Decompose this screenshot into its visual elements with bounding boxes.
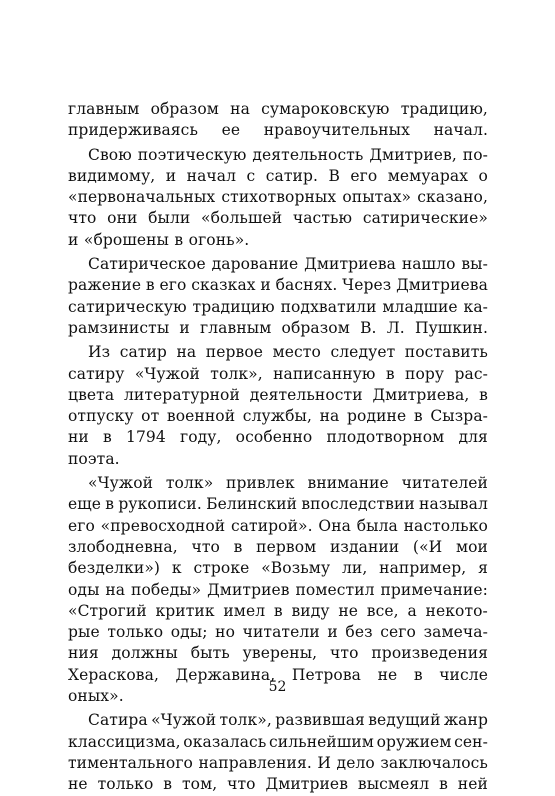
word: его bbox=[159, 276, 187, 295]
word: ее bbox=[221, 121, 241, 140]
word: году, bbox=[179, 428, 222, 447]
word: толк», bbox=[210, 364, 263, 383]
word: «первоначальных bbox=[68, 188, 216, 207]
word: подхватили bbox=[280, 297, 377, 316]
text-line bbox=[68, 120, 488, 141]
word: оружием bbox=[376, 732, 452, 751]
word: 1794 bbox=[125, 428, 166, 447]
word: отпуску bbox=[68, 407, 134, 426]
paragraph-p2 bbox=[68, 145, 488, 251]
word: поэтическую bbox=[137, 145, 247, 164]
text-line bbox=[68, 643, 488, 664]
word: Дмитриева bbox=[396, 276, 488, 295]
word: жанр bbox=[443, 711, 488, 730]
word: в bbox=[439, 775, 448, 794]
word: вы- bbox=[461, 255, 488, 274]
word: Через bbox=[342, 276, 392, 295]
word: место bbox=[272, 343, 321, 362]
word: ни bbox=[68, 428, 89, 447]
word: поставить bbox=[404, 343, 488, 362]
word: «большей bbox=[201, 209, 283, 228]
word: в bbox=[174, 230, 184, 249]
text-line bbox=[68, 449, 488, 470]
word: Дмитриева, bbox=[372, 385, 470, 404]
word: младшие bbox=[382, 297, 458, 316]
word: поэта. bbox=[68, 449, 120, 468]
text-line bbox=[68, 254, 488, 275]
word: с bbox=[246, 166, 256, 185]
word: не bbox=[377, 665, 398, 684]
word: Свою bbox=[88, 145, 132, 164]
word: на bbox=[319, 407, 340, 426]
word: но bbox=[215, 623, 236, 642]
word: ведущий bbox=[368, 711, 441, 730]
text-line bbox=[68, 99, 488, 120]
paragraph-p6 bbox=[68, 710, 488, 795]
word: том, bbox=[181, 775, 218, 794]
word: привлек bbox=[226, 474, 295, 493]
word: была bbox=[356, 516, 398, 535]
paragraph-p1 bbox=[68, 99, 488, 142]
text-line bbox=[68, 230, 488, 251]
word: «Чужой bbox=[88, 474, 154, 493]
word: сатирой». bbox=[230, 516, 313, 535]
text-line bbox=[68, 601, 488, 622]
word: в bbox=[103, 428, 112, 447]
word: сумароковскую bbox=[261, 100, 390, 118]
text-line bbox=[68, 427, 488, 448]
word: что bbox=[191, 537, 220, 556]
word: литературной bbox=[123, 385, 240, 404]
word: придерживаясь bbox=[68, 121, 198, 140]
word: от bbox=[141, 407, 160, 426]
word: и bbox=[327, 623, 338, 642]
word: Дмитриев, bbox=[369, 145, 457, 164]
word: и bbox=[165, 166, 177, 185]
word: и bbox=[68, 230, 79, 249]
text-line bbox=[68, 364, 488, 385]
word: Сызра- bbox=[430, 407, 488, 426]
word: ли, bbox=[341, 559, 368, 578]
word: главным bbox=[68, 100, 140, 118]
word: были bbox=[148, 209, 191, 228]
word: в bbox=[413, 407, 423, 426]
word: начал bbox=[186, 166, 237, 185]
word: поместил bbox=[295, 580, 375, 599]
word: тиментального bbox=[68, 753, 193, 772]
word: деятельности bbox=[249, 385, 363, 404]
word: имел bbox=[223, 601, 266, 620]
word: рамзинисты bbox=[68, 318, 170, 337]
word: для bbox=[458, 428, 488, 447]
word: рукописи. bbox=[118, 495, 202, 514]
word: примечание: bbox=[380, 580, 488, 599]
text-line bbox=[68, 275, 488, 296]
word: на bbox=[105, 580, 126, 599]
word: баснях. bbox=[275, 276, 338, 295]
word: пору bbox=[405, 364, 445, 383]
word: в bbox=[163, 775, 173, 794]
paragraph-p5 bbox=[68, 473, 488, 707]
word: в bbox=[385, 364, 395, 383]
word: сатирическую bbox=[68, 297, 187, 316]
word: настолько bbox=[403, 516, 488, 535]
page-number: 52 bbox=[268, 679, 287, 695]
word: впоследствии bbox=[301, 495, 415, 514]
word: сатир. bbox=[265, 166, 318, 185]
word: только bbox=[107, 623, 164, 642]
word: не bbox=[68, 775, 88, 794]
word: а bbox=[407, 601, 417, 620]
text-line bbox=[68, 732, 488, 753]
word: читателей bbox=[401, 474, 488, 493]
word: Она bbox=[318, 516, 351, 535]
word: замеча- bbox=[423, 623, 488, 642]
word: в bbox=[479, 385, 488, 404]
word: сатиру bbox=[68, 364, 125, 383]
word: «Строгий bbox=[68, 601, 147, 620]
word: деятельность bbox=[252, 145, 364, 164]
word: В bbox=[328, 166, 340, 185]
word: безделки») bbox=[68, 559, 161, 578]
word: должны bbox=[111, 644, 178, 663]
word: развившая bbox=[275, 711, 365, 730]
word: главным bbox=[200, 318, 272, 337]
word: в bbox=[145, 276, 155, 295]
word: критик bbox=[155, 601, 215, 620]
word: службы, bbox=[242, 407, 312, 426]
word: победы» bbox=[131, 580, 202, 599]
text-line bbox=[68, 494, 488, 515]
word: заключалось bbox=[380, 753, 488, 772]
text-line bbox=[68, 145, 488, 166]
text-line bbox=[68, 774, 488, 795]
text-line bbox=[68, 558, 488, 579]
word: Л. bbox=[386, 318, 405, 337]
word: рые bbox=[68, 623, 100, 642]
word: его bbox=[68, 516, 95, 535]
paragraph-p3 bbox=[68, 254, 488, 339]
word: что bbox=[227, 775, 256, 794]
text-line bbox=[68, 516, 488, 537]
text-line bbox=[68, 473, 488, 494]
word: называл bbox=[419, 495, 488, 514]
word: Из bbox=[88, 343, 111, 362]
word: дарование bbox=[211, 255, 299, 274]
word: рас- bbox=[454, 364, 488, 383]
word: ния bbox=[68, 644, 99, 663]
word: «Чужой bbox=[151, 711, 217, 730]
word: Пушкин. bbox=[414, 318, 488, 337]
word: первое bbox=[205, 343, 264, 362]
word: к bbox=[171, 559, 182, 578]
word: «Возьму bbox=[261, 559, 331, 578]
word: классицизма, bbox=[68, 732, 181, 751]
word: нашло bbox=[401, 255, 456, 274]
word: мемуарах bbox=[387, 166, 469, 185]
word: толк» bbox=[165, 474, 214, 493]
word: оды; bbox=[170, 623, 208, 642]
text-line bbox=[68, 208, 488, 229]
word: цвета bbox=[68, 385, 115, 404]
word: сен- bbox=[454, 732, 488, 751]
word: «Чужой bbox=[134, 364, 200, 383]
word: в bbox=[413, 665, 423, 684]
text-line bbox=[68, 318, 488, 339]
word: Хераскова, bbox=[68, 665, 159, 684]
text-line bbox=[68, 342, 488, 363]
word: военной bbox=[166, 407, 236, 426]
word: еще bbox=[68, 495, 102, 514]
text-line bbox=[68, 710, 488, 731]
text-line bbox=[68, 406, 488, 427]
word: следует bbox=[330, 343, 396, 362]
word: традицию, bbox=[400, 100, 488, 118]
word: по- bbox=[462, 145, 488, 164]
word: и bbox=[179, 318, 190, 337]
word: сатирические» bbox=[362, 209, 488, 228]
text-line bbox=[68, 580, 488, 601]
word: только bbox=[97, 775, 154, 794]
word: особенно bbox=[235, 428, 313, 447]
word: они bbox=[107, 209, 138, 228]
word: ражение bbox=[68, 276, 142, 295]
word: виду bbox=[291, 601, 330, 620]
word: о bbox=[478, 166, 488, 185]
word: образом bbox=[281, 318, 350, 337]
word: сего bbox=[380, 623, 416, 642]
word: оных». bbox=[68, 687, 124, 706]
word: Дмитриев bbox=[265, 775, 349, 794]
word: сильнейшим bbox=[269, 732, 374, 751]
text-line bbox=[68, 187, 488, 208]
word: опытах» bbox=[342, 188, 412, 207]
word: Дмитриева bbox=[304, 255, 397, 274]
word: нравоучительных bbox=[263, 121, 410, 140]
word: я bbox=[478, 559, 488, 578]
word: родине bbox=[347, 407, 407, 426]
word: в bbox=[105, 495, 115, 514]
text-line bbox=[68, 622, 488, 643]
word: в bbox=[233, 537, 243, 556]
word: на bbox=[230, 100, 250, 118]
text-line bbox=[68, 297, 488, 318]
word: плодотворном bbox=[326, 428, 445, 447]
word: Сатирическое bbox=[88, 255, 206, 274]
word: традицию bbox=[192, 297, 275, 316]
word: его bbox=[350, 166, 378, 185]
word: И bbox=[317, 753, 332, 772]
word: что bbox=[68, 209, 97, 228]
word: дело bbox=[336, 753, 375, 772]
word: «брошены bbox=[83, 230, 169, 249]
word: («И bbox=[412, 537, 443, 556]
word: читатели bbox=[242, 623, 320, 642]
word: Петрова bbox=[291, 665, 362, 684]
word: быть bbox=[190, 644, 230, 663]
word: некото- bbox=[425, 601, 488, 620]
text-line bbox=[68, 385, 488, 406]
word: частью bbox=[292, 209, 353, 228]
word: оказалась bbox=[183, 732, 267, 751]
word: издании bbox=[329, 537, 400, 556]
word: начал. bbox=[433, 121, 488, 140]
word: и bbox=[260, 276, 271, 295]
word: В. bbox=[360, 318, 377, 337]
word: толк», bbox=[219, 711, 272, 730]
word: все, bbox=[366, 601, 399, 620]
word: ка- bbox=[463, 297, 488, 316]
text-line bbox=[68, 166, 488, 187]
word: например, bbox=[379, 559, 467, 578]
word: Дмитриев bbox=[207, 580, 290, 599]
word: строке bbox=[193, 559, 250, 578]
word: Сатира bbox=[88, 711, 148, 730]
word: злободневна, bbox=[68, 537, 178, 556]
word: стихотворных bbox=[221, 188, 337, 207]
word: ней bbox=[457, 775, 488, 794]
word: огонь». bbox=[188, 230, 250, 249]
word: написанную bbox=[273, 364, 376, 383]
word: уверены, bbox=[242, 644, 318, 663]
word: первом bbox=[256, 537, 317, 556]
word: не bbox=[338, 601, 359, 620]
word: сатир bbox=[119, 343, 167, 362]
word: произведения bbox=[371, 644, 488, 663]
word: «превосходной bbox=[100, 516, 226, 535]
word: без bbox=[345, 623, 373, 642]
word: числе bbox=[439, 665, 488, 684]
word: мои bbox=[455, 537, 488, 556]
word: на bbox=[176, 343, 197, 362]
word: видимому, bbox=[68, 166, 156, 185]
word: высмеял bbox=[357, 775, 430, 794]
text-line bbox=[68, 753, 488, 774]
text-line bbox=[68, 537, 488, 558]
word: оды bbox=[68, 580, 100, 599]
word: Белинский bbox=[206, 495, 298, 514]
word: сказках bbox=[191, 276, 256, 295]
word: направления. bbox=[198, 753, 312, 772]
word: в bbox=[273, 601, 283, 620]
paragraph-p4 bbox=[68, 342, 488, 470]
word: сказано, bbox=[417, 188, 488, 207]
word: образом bbox=[150, 100, 219, 118]
word: внимание bbox=[307, 474, 389, 493]
word: что bbox=[330, 644, 359, 663]
word: Державина, bbox=[175, 665, 276, 684]
